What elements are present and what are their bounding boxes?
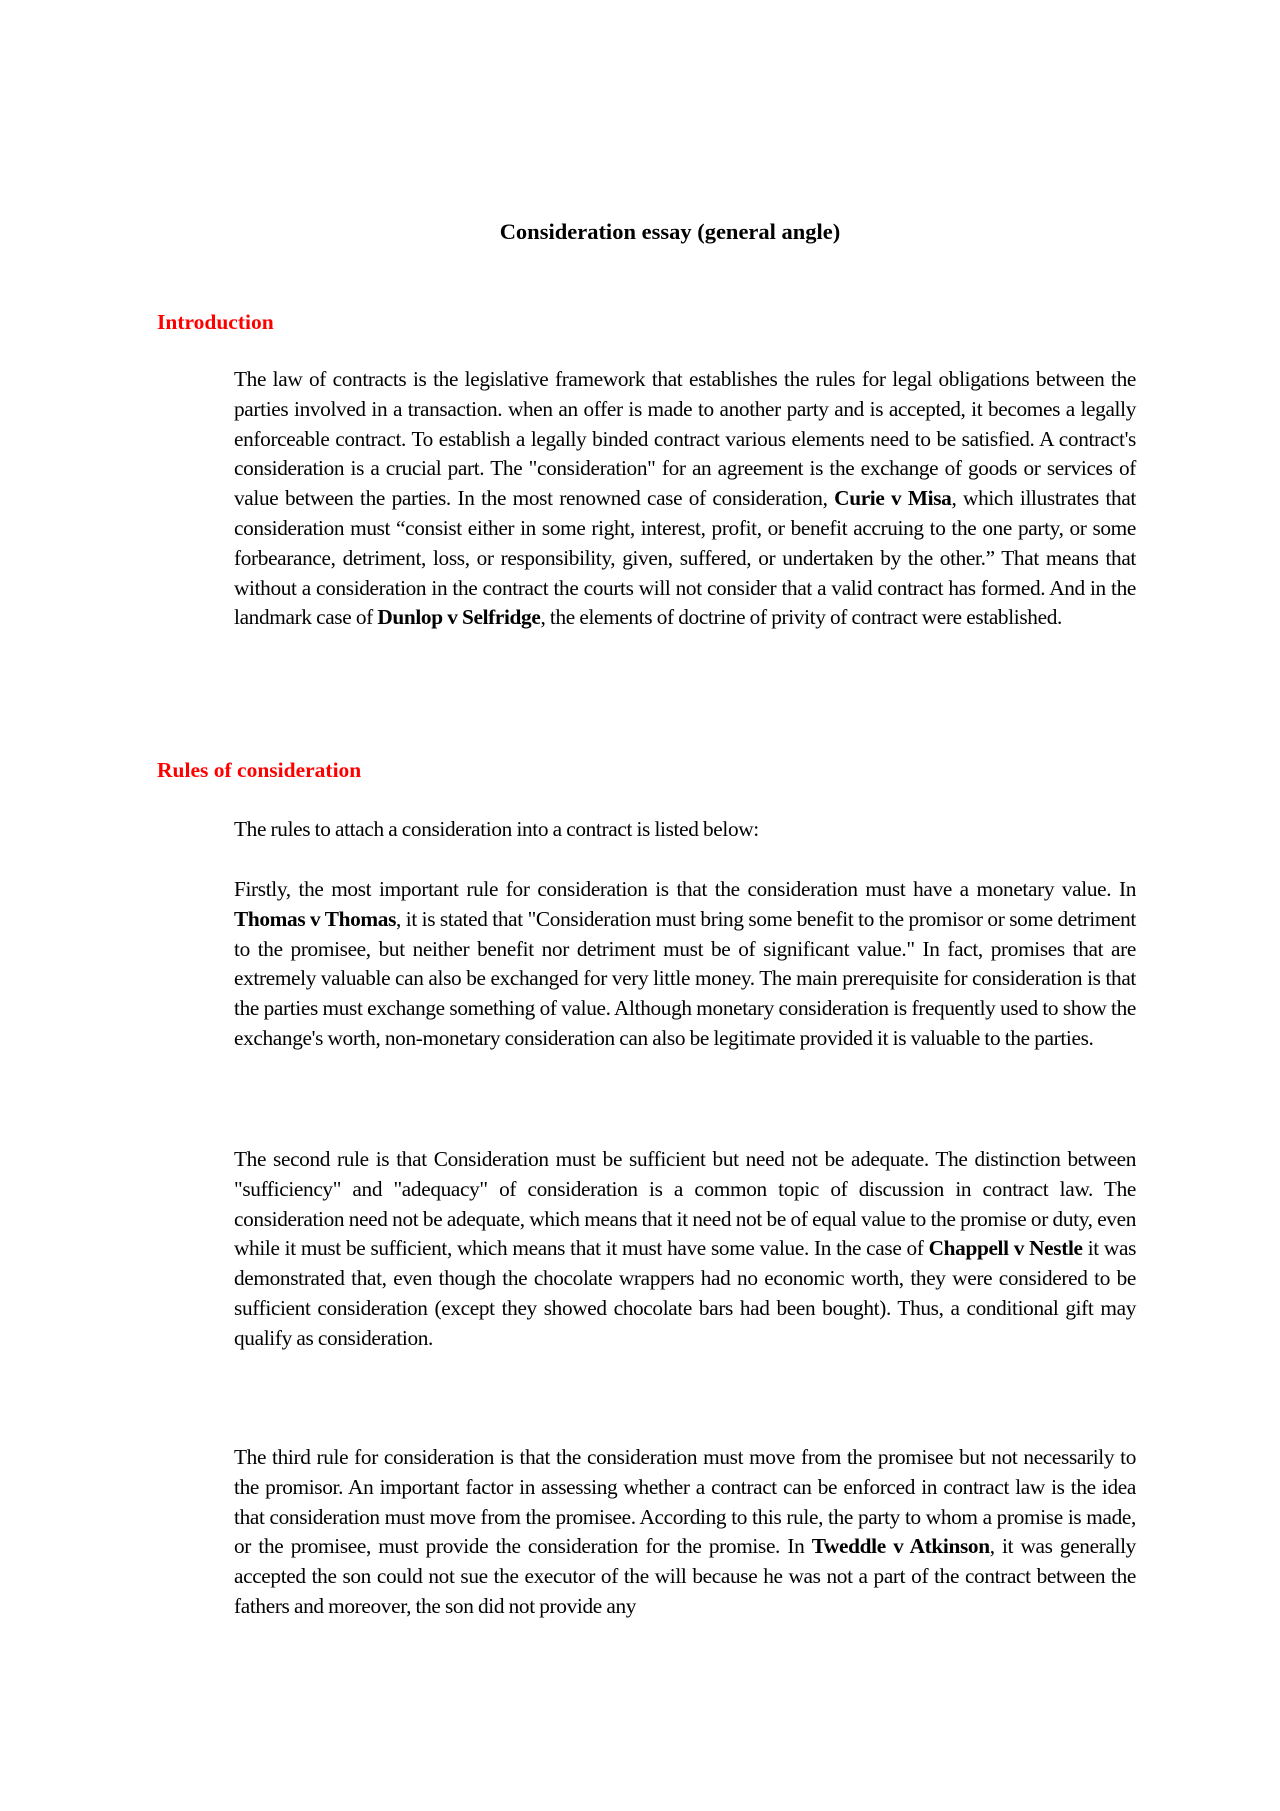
text-run: , which illustrates that consideration must “consist either in some right, interest, profit, or benefit accruing to the one party, or some forbearance, detriment, loss, or responsibility, given, suffered, or undertaken by the other.” That means that without a consideration in the contract the courts will not consider that a valid contract has formed. And in the landmark case of (234, 486, 1136, 630)
text-run: The third rule for consideration is that the consideration must move from the promisee but not necessarily to the promisor. An important factor in assessing whether a contract can be enforced in contract law is the idea that consideration must move from the promisee. According to this rule, the party to whom a promise is made, or the promisee, must provide the consideration for the promise. In (234, 1445, 1136, 1559)
text-run: , it is stated that "Consideration must bring some benefit to the promisor or some detriment to the promisee, but neither benefit nor detriment must be of significant value." In fact, promises that are extremely valuable can also be exchanged for very little money. The main prerequisite for consideration is that the parties must exchange something of value. Although monetary consideration is frequently used to show the exchange's worth, non-monetary consideration can also be legitimate provided it is valuable to the parties. (234, 906, 1136, 1050)
paragraph-second-rule (234, 1145, 1136, 1354)
text-run: it was demonstrated that, even though the chocolate wrappers had no economic worth, they were considered to be sufficient consideration (except they showed chocolate bars had been bought). Thus, a conditional gift may qualify as consideration. (234, 1236, 1137, 1350)
text-run: , the elements of doctrine of privity of contract were established. (540, 605, 1062, 630)
heading-text: Introduction (157, 310, 274, 334)
text-run: Firstly, the most important rule for consideration is that the consideration must have a monetary value. In (234, 877, 1136, 901)
case-name-tweddle-v-atkinson: Tweddle v Atkinson (811, 1534, 990, 1559)
text-run: The law of contracts is the legislative framework that establishes the rules for legal obligations between the parties involved in a transaction. when an offer is made to another party and is accepted, it becomes a legally enforceable contract. To establish a legally binded contract various elements need to be satisfied. A contract's consideration is a crucial part. The "consideration" for an agreement is the exchange of goods or services of value between the parties. In the most renowned case of consideration, (234, 367, 1136, 511)
paragraph-first-rule (234, 875, 1136, 1054)
text-run: The rules to attach a consideration into a contract is listed below: (234, 817, 759, 841)
case-name-thomas-v-thomas: Thomas v Thomas (234, 906, 397, 931)
heading-text: Rules of consideration (157, 758, 362, 782)
case-name-chappell-v-nestle: Chappell v Nestle (928, 1236, 1083, 1261)
paragraph-introduction (234, 365, 1136, 633)
section-heading-introduction (157, 307, 274, 337)
paragraph-third-rule (234, 1443, 1136, 1622)
document-title: Consideration essay (general angle) (499, 219, 841, 244)
case-name-curie-v-misa: Curie v Misa (834, 486, 952, 511)
text-run: , it was generally accepted the son could not sue the executor of the will because he was not a part of the contract between the fathers and moreover, the son did not provide any (234, 1534, 1136, 1618)
section-heading-rules (157, 755, 361, 785)
case-name-dunlop-v-selfridge: Dunlop v Selfridge (377, 605, 541, 630)
text-run: The second rule is that Consideration must be sufficient but need not be adequate. The distinction between "sufficiency" and "adequacy" of consideration is a common topic of discussion in contract law. The consideration need not be adequate, which means that it need not be of equal value to the promise or duty, even while it must be sufficient, which means that it must have some value. In the case of (234, 1147, 1136, 1261)
paragraph-rules-intro (234, 815, 1136, 845)
